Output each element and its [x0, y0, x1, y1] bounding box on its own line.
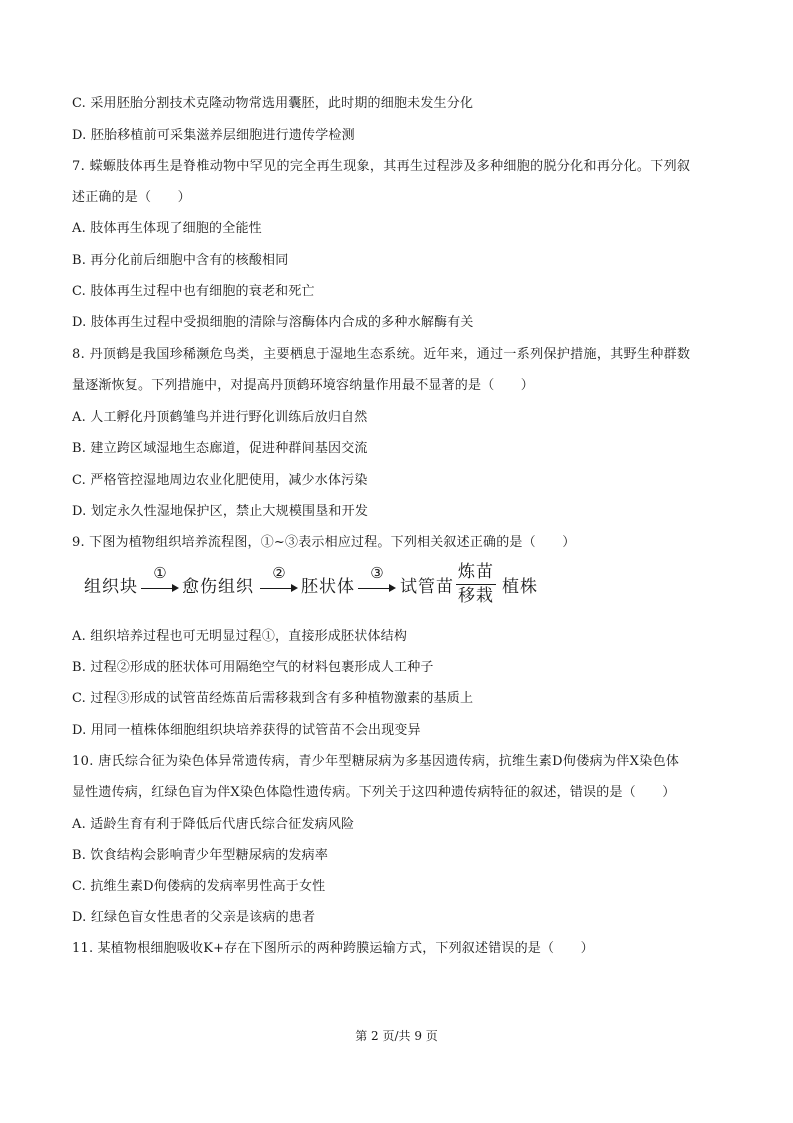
- option-7b: B. 再分化前后细胞中含有的核酸相同: [72, 253, 289, 268]
- flow-node-plant: 植株: [502, 577, 538, 597]
- flow-arrow-step-3: [358, 564, 396, 595]
- option-8b: B. 建立跨区域湿地生态廊道，促进种群间基因交流: [72, 441, 368, 456]
- question-8-stem-cont: 量逐渐恢复。下列措施中，对提高丹顶鹤环境容纳量作用最不显著的是（ ）: [72, 378, 535, 393]
- option-6c: C. 采用胚胎分割技术克隆动物常选用囊胚，此时期的细胞未发生分化: [72, 96, 474, 111]
- option-6d: D. 胚胎移植前可采集滋养层细胞进行遗传学检测: [72, 128, 355, 143]
- flow-step-3-label: ③: [370, 564, 384, 582]
- flow-node-callus: 愈伤组织: [182, 577, 254, 597]
- option-9c: C. 过程③形成的试管苗经炼苗后需移栽到含有多种植物激素的基质上: [72, 691, 474, 706]
- option-9d: D. 用同一植株体细胞组织块培养获得的试管苗不会出现变异: [72, 723, 421, 738]
- option-10d: D. 红绿色盲女性患者的父亲是该病的患者: [72, 910, 316, 925]
- flow-arrow-step-2: [260, 564, 298, 595]
- flow-node-tissue-block: 组织块: [84, 577, 138, 597]
- flow-label-transplant: 移栽: [458, 586, 494, 606]
- question-10-stem-cont: 显性遗传病，红绿色盲为伴X染色体隐性遗传病。下列关于这四种遗传病特征的叙述，错误的是（ ）: [72, 785, 676, 800]
- question-9-stem: 9. 下图为植物组织培养流程图，①~③表示相应过程。下列相关叙述正确的是（ ）: [72, 535, 576, 550]
- flow-node-embryoid: 胚状体: [301, 577, 355, 597]
- option-7d: D. 肢体再生过程中受损细胞的清除与溶酶体内合成的多种水解酶有关: [72, 315, 474, 330]
- tissue-culture-flow-diagram: [84, 562, 554, 610]
- flow-arrow-step-1: [141, 564, 179, 595]
- option-7a: A. 肢体再生体现了细胞的全能性: [72, 221, 262, 236]
- option-10c: C. 抗维生素D佝偻病的发病率男性高于女性: [72, 879, 326, 894]
- flow-label-hardening: 炼苗: [458, 562, 494, 582]
- flow-step-2-label: ②: [272, 564, 286, 582]
- question-7-stem: 7. 蝾螈肢体再生是脊椎动物中罕见的完全再生现象，其再生过程涉及多种细胞的脱分化和再分化。下列叙: [72, 159, 691, 174]
- option-10a: A. 适龄生育有利于降低后代唐氏综合征发病风险: [72, 817, 355, 832]
- option-9b: B. 过程②形成的胚状体可用隔绝空气的材料包裹形成人工种子: [72, 660, 434, 675]
- option-8a: A. 人工孵化丹顶鹤雏鸟并进行野化训练后放归自然: [72, 410, 368, 425]
- option-9a: A. 组织培养过程也可无明显过程①，直接形成胚状体结构: [72, 629, 408, 644]
- flow-node-test-tube-seedling: 试管苗: [400, 577, 454, 597]
- option-10b: B. 饮食结构会影响青少年型糖尿病的发病率: [72, 848, 329, 863]
- flow-arrow-hardening-transplant: [456, 562, 496, 607]
- option-7c: C. 肢体再生过程中也有细胞的衰老和死亡: [72, 284, 315, 299]
- question-11-stem: 11. 某植物根细胞吸收K+存在下图所示的两种跨膜运输方式，下列叙述错误的是（ ）: [72, 941, 594, 956]
- question-7-stem-cont: 述正确的是（ ）: [72, 190, 191, 205]
- question-8-stem: 8. 丹顶鹤是我国珍稀濒危鸟类，主要栖息于湿地生态系统。近年来，通过一系列保护措施，其野生种群数: [72, 347, 691, 362]
- question-10-stem: 10. 唐氏综合征为染色体异常遗传病，青少年型糖尿病为多基因遗传病，抗维生素D佝偻病为伴X染色体: [72, 754, 680, 769]
- option-8c: C. 严格管控湿地周边农业化肥使用，减少水体污染: [72, 473, 368, 488]
- page-footer: 第 2 页/共 9 页: [355, 1029, 438, 1043]
- flow-step-1-label: ①: [153, 564, 167, 582]
- option-8d: D. 划定永久性湿地保护区，禁止大规模围垦和开发: [72, 504, 369, 519]
